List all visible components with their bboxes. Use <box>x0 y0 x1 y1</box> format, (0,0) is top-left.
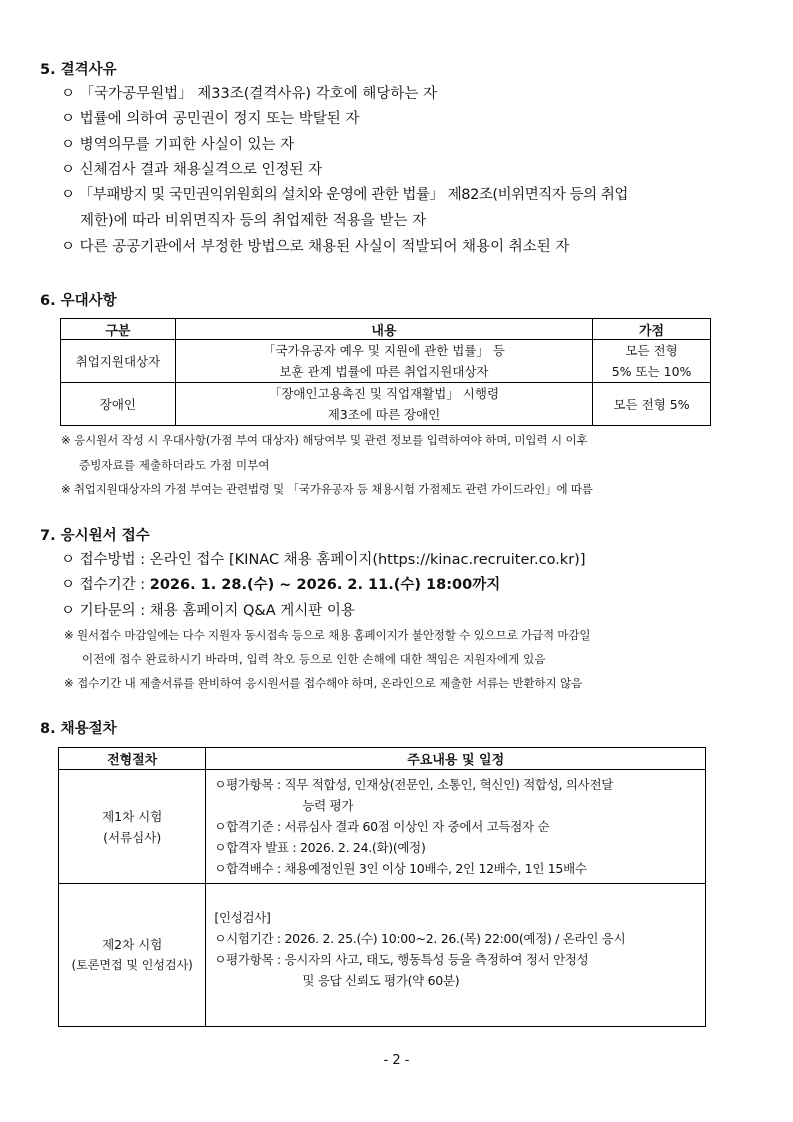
table-row <box>61 340 711 383</box>
stage-2-details: [인성검사] ㅇ시험기간 : 2026. 2. 25.(수) 10:00~2. 26.(목) 22:00(예정) / 온라인 응시 ㅇ평가항목 : 응시자의 사고, 태도, 행동특성 등을 측정하여 정서 안정성 및 응답 신뢰도 평가(약 60분) <box>206 884 706 1027</box>
stage-1-cell: 제1차 시험 (서류심사) <box>59 770 206 884</box>
s7-inquiry: ㅇ 기타문의 : 채용 홈페이지 Q&A 게시판 이용 <box>61 603 355 619</box>
section-8-title: 8. 채용절차 <box>40 721 117 737</box>
s5-item-1: ㅇ 「국가공무원법」 제33조(결격사유) 각호에 해당하는 자 <box>61 86 437 102</box>
s7-note-2: ※ 접수기간 내 제출서류를 완비하여 응시원서를 접수해야 하며, 온라인으로 제출한 서류는 반환하지 않음 <box>64 676 583 690</box>
s5-item-5-cont: 제한)에 따라 비위면직자 등의 취업제한 적용을 받는 자 <box>80 213 427 229</box>
s5-item-4: ㅇ 신체검사 결과 채용실격으로 인정된 자 <box>61 162 323 178</box>
s5-item-2: ㅇ 법률에 의하여 공민권이 정지 또는 박탈된 자 <box>61 111 360 127</box>
stage-2-cell: 제2차 시험 (토론면접 및 인성검사) <box>59 884 206 1027</box>
s7-period: ㅇ 접수기간 : 2026. 1. 28.(수) ~ 2026. 2. 11.(수) 18:00까지 <box>61 577 501 593</box>
row-content: 「국가유공자 예우 및 지원에 관한 법률」 등 보훈 관계 법률에 따른 취업지원대상자 <box>175 340 592 383</box>
table-row <box>59 770 706 884</box>
s7-method: ㅇ 접수방법 : 온라인 접수 [KINAC 채용 홈페이지(https://kinac.recruiter.co.kr)] <box>61 552 586 568</box>
s6-note-1-cont: 증빙자료를 제출하더라도 가점 미부여 <box>79 458 270 472</box>
col-details-header: 주요내용 및 일정 <box>206 748 706 770</box>
section-5-title: 5. 결격사유 <box>40 62 117 78</box>
s6-note-2: ※ 취업지원대상자의 가점 부여는 관련법령 및 「국가유공자 등 채용시험 가점제도 관련 가이드라인」에 따름 <box>61 482 593 496</box>
col-content-header: 내용 <box>175 319 592 340</box>
procedure-table <box>58 747 706 1027</box>
row-points: 모든 전형 5% <box>593 383 711 426</box>
s7-note-1-cont: 이전에 접수 완료하시기 바라며, 입력 착오 등으로 인한 손해에 대한 책임은 지원자에게 있음 <box>82 652 546 666</box>
s5-item-6: ㅇ 다른 공공기관에서 부정한 방법으로 채용된 사실이 적발되어 채용이 취소된 자 <box>61 239 570 255</box>
col-stage-header: 전형절차 <box>59 748 206 770</box>
row-category: 장애인 <box>61 383 176 426</box>
preference-table-header <box>61 319 711 340</box>
col-category-header: 구분 <box>61 319 176 340</box>
row-points: 모든 전형 5% 또는 10% <box>593 340 711 383</box>
s5-item-5: ㅇ 「부패방지 및 국민권익위원회의 설치와 운영에 관한 법률」 제82조(비위면직자 등의 취업 <box>61 187 628 203</box>
procedure-table-header <box>59 748 706 770</box>
preference-table <box>60 318 711 426</box>
s6-note-1: ※ 응시원서 작성 시 우대사항(가점 부여 대상자) 해당여부 및 관련 정보를 입력하여야 하며, 미입력 시 이후 <box>61 433 588 447</box>
s7-note-1: ※ 원서접수 마감일에는 다수 지원자 동시접속 등으로 채용 홈페이지가 불안정할 수 있으므로 가급적 마감일 <box>64 628 591 642</box>
s5-item-3: ㅇ 병역의무를 기피한 사실이 있는 자 <box>61 137 295 153</box>
stage-1-details: ㅇ평가항목 : 직무 적합성, 인재상(전문인, 소통인, 혁신인) 적합성, 의사전달 능력 평가 ㅇ합격기준 : 서류심사 결과 60점 이상인 자 중에서 고득점자 순 ㅇ합격자 발표 : 2026. 2. 24.(화)(예정) ㅇ합격배수 : 채용예정인원 3인 이상 10배수, 2인 12배수, 1인 15배수 <box>206 770 706 884</box>
page-number: - 2 - <box>383 1053 410 1068</box>
table-row <box>61 383 711 426</box>
section-6-title: 6. 우대사항 <box>40 293 117 309</box>
row-content: 「장애인고용촉진 및 직업재활법」 시행령 제3조에 따른 장애인 <box>175 383 592 426</box>
section-7-title: 7. 응시원서 접수 <box>40 528 150 544</box>
col-points-header: 가점 <box>593 319 711 340</box>
table-row <box>59 884 706 1027</box>
row-category: 취업지원대상자 <box>61 340 176 383</box>
